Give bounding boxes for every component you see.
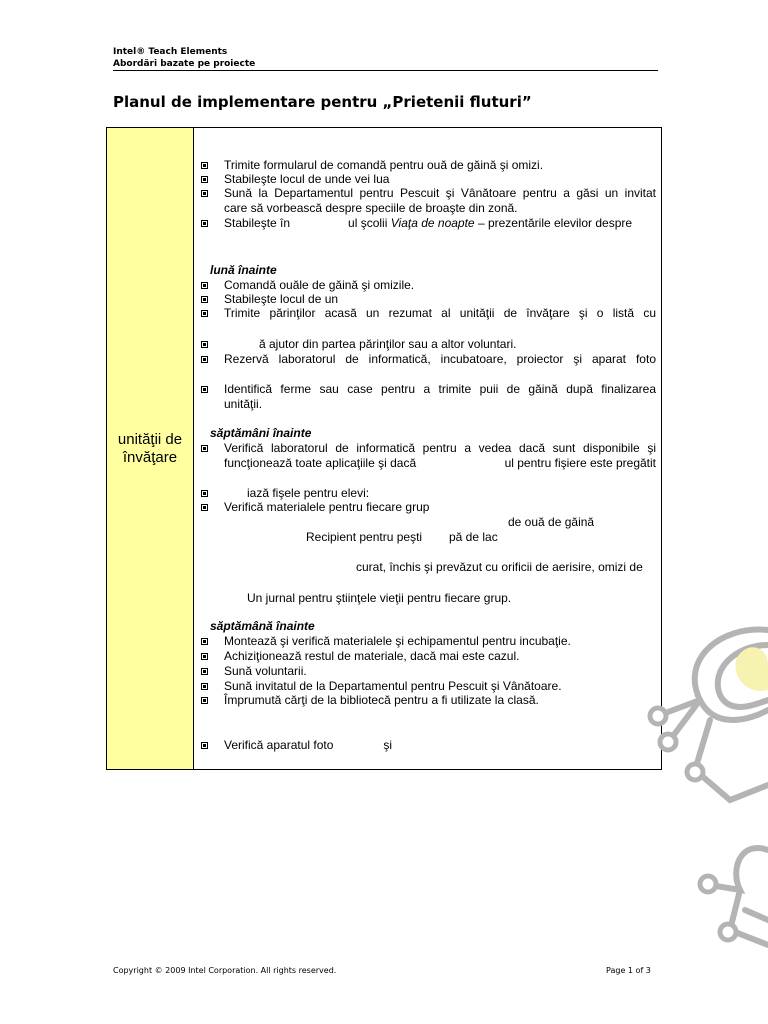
- checkbox-bullet-icon: [201, 176, 208, 183]
- fragment: ul pentru fişiere este pregătit: [504, 456, 656, 470]
- material-fragment: de ouă de găină: [508, 515, 595, 529]
- material-fragment: pă de lac: [449, 530, 498, 544]
- checkbox-bullet-icon: [201, 356, 208, 363]
- checkbox-bullet-icon: [201, 638, 208, 645]
- list-item: [224, 216, 656, 230]
- plan-content-cell: [194, 128, 661, 769]
- list-item: Sună invitatul de la Departamentul pentru Pescuit şi Vânătoare.: [224, 679, 562, 693]
- side-label-cell: [107, 128, 194, 769]
- material-fragment: Recipient pentru peşti: [306, 530, 423, 544]
- list-item: Trimite formularul de comandă pentru ouă de găină şi omizi.: [224, 158, 544, 172]
- section-heading: săptămâni înainte: [210, 426, 312, 440]
- list-item: Achiziţionează restul de materiale, dacă mai este cazul.: [224, 649, 520, 663]
- list-item: Comandă ouăle de găină şi omizile.: [224, 278, 415, 292]
- frog-watermark-icon: [640, 600, 768, 960]
- header-subtitle: Abordări bazate pe proiecte: [113, 59, 256, 69]
- header-rule: [113, 70, 658, 71]
- header-brand: Intel® Teach Elements: [113, 47, 228, 57]
- fragment: Verifică aparatul foto: [224, 738, 334, 752]
- list-item: Verifică materialele pentru fiecare grup: [224, 500, 430, 514]
- checkbox-bullet-icon: [201, 190, 208, 197]
- footer-page-number: Page 1 of 3: [606, 966, 651, 975]
- checkbox-bullet-icon: [201, 504, 208, 511]
- checkbox-bullet-icon: [201, 296, 208, 303]
- list-item: Împrumută cărţi de la bibliotecă pentru a fi utilizate la clasă.: [224, 693, 539, 707]
- list-item: Sună la Departamentul pentru Pescuit şi Vânătoare pentru a găsi un invitat: [224, 186, 656, 200]
- section-heading: săptămână înainte: [210, 619, 315, 633]
- list-item-continuation: care să vorbească despre speciile de broaşte din zonă.: [224, 201, 518, 215]
- fragment: ul şcolii: [348, 216, 388, 230]
- checkbox-bullet-icon: [201, 445, 208, 452]
- checkbox-bullet-icon: [201, 310, 208, 317]
- checkbox-bullet-icon: [201, 668, 208, 675]
- checkbox-bullet-icon: [201, 683, 208, 690]
- checkbox-bullet-icon: [201, 162, 208, 169]
- material-fragment: Un jurnal pentru ştiinţele vieţii pentru fiecare grup.: [247, 591, 512, 605]
- list-item: Rezervă laboratorul de informatică, incubatoare, proiector şi aparat foto: [224, 352, 656, 366]
- list-item: Sună voluntarii.: [224, 664, 307, 678]
- list-item: Identifică ferme sau case pentru a trimite puii de găină după finalizarea: [224, 382, 656, 396]
- list-item-continuation: [224, 456, 656, 470]
- list-item: iază fişele pentru elevi:: [247, 486, 370, 500]
- checkbox-bullet-icon: [201, 220, 208, 227]
- section-heading: lună înainte: [210, 263, 277, 277]
- list-item-continuation: unităţii.: [224, 397, 263, 411]
- list-item: Trimite părinţilor acasă un rezumat al unităţii de învăţare şi o listă cu: [224, 306, 656, 320]
- fragment: – prezentările elevilor despre: [477, 216, 633, 230]
- checkbox-bullet-icon: [201, 653, 208, 660]
- list-item: Stabileşte locul de unde vei lua: [224, 172, 390, 186]
- plan-table: [106, 127, 662, 770]
- checkbox-bullet-icon: [201, 341, 208, 348]
- fragment: Stabileşte în: [224, 216, 291, 230]
- checkbox-bullet-icon: [201, 490, 208, 497]
- list-item: Stabileşte locul de un: [224, 292, 339, 306]
- list-item: Montează şi verifică materialele şi echipamentul pentru incubaţie.: [224, 634, 571, 648]
- fragment: funcţionează toate aplicaţiile şi dacă: [224, 456, 417, 470]
- checkbox-bullet-icon: [201, 282, 208, 289]
- list-item: [224, 738, 656, 752]
- checkbox-bullet-icon: [201, 386, 208, 393]
- list-item: ă ajutor din partea părinţilor sau a altor voluntari.: [259, 337, 517, 351]
- page-header: [113, 46, 658, 71]
- footer-copyright: Copyright © 2009 Intel Corporation. All rights reserved.: [113, 966, 337, 975]
- side-label-line1: unităţii de: [117, 430, 183, 448]
- list-item: Verifică laboratorul de informatică pentru a vedea dacă sunt disponibile şi: [224, 441, 656, 455]
- fragment: şi: [383, 738, 393, 752]
- checkbox-bullet-icon: [201, 697, 208, 704]
- side-label-line2: învăţare: [122, 448, 178, 466]
- page-title: Planul de implementare pentru „Prietenii fluturi”: [113, 93, 532, 111]
- fragment-italic: Viaţa de noapte: [390, 216, 475, 230]
- checkbox-bullet-icon: [201, 742, 208, 749]
- material-fragment: curat, închis şi prevăzut cu orificii de aerisire, omizi de: [356, 560, 643, 574]
